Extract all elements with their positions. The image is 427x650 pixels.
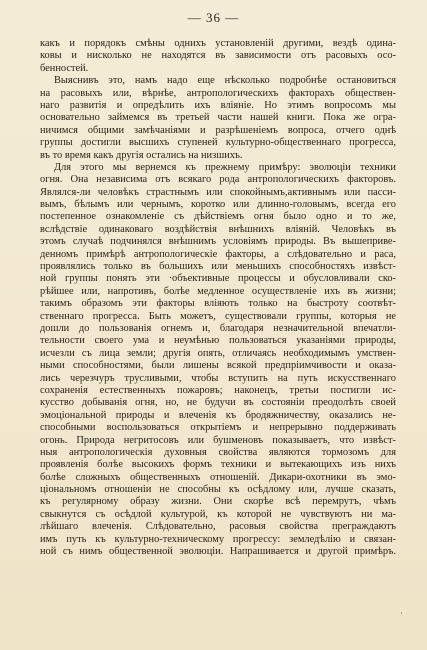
text-line: ственнаго прогресса. Быть можетъ, существовали группы, которыя не — [40, 310, 396, 322]
text-line: ныя антропологическія духовныя свойства являются тормозомъ для — [40, 446, 396, 458]
text-line: Для этого мы вернемся къ прежнему примѣру: эволюціи техники — [54, 161, 396, 173]
text-line: лѣйшаго влеченія. Слѣдовательно, расовыя свойства преграждаютъ — [40, 521, 396, 533]
text-line: бенностей. — [40, 62, 89, 74]
text-line: рѣйшее или, напротивъ, болѣе медленное осуществленіе ихъ въ жизни; — [40, 285, 396, 297]
text-line: сохраненія естественныхъ пожаровъ; наконецъ, третьи постигли ис- — [40, 384, 396, 396]
text-line: Являлся-ли человѣкъ страстнымъ или спокойнымъ,активнымъ или пасси- — [40, 186, 396, 198]
text-line: ной группы понять эти ·объективные процессы и обусловливали ско- — [40, 273, 396, 285]
text-line: кусство добыванія огня, но, не будучи въ состояніи преодолѣть своей — [40, 397, 396, 409]
text-line: тельности своего ума и неумѣнью пользоваться указаніями природы, — [40, 335, 396, 347]
text-line: въ то время какъ другія остались на низшихъ. — [40, 149, 243, 161]
text-line: основательно займемся въ третьей части нашей книги. Пока же огра- — [40, 112, 396, 124]
text-line: имъ путь къ культурно-техническому прогрессу: земледѣлію и связан- — [40, 533, 396, 545]
text-line: денномъ примѣрѣ антропологическіе факторы, а слѣдовательно и раса, — [40, 248, 396, 260]
text-line: проявленія болѣе высокихъ формъ техники и вытекающихъ изъ нихъ — [40, 459, 396, 471]
text-line: огонь. Природа негритосовъ или бушменовъ показываетъ, что извѣст- — [40, 434, 396, 446]
text-line: постепенное ознакомленіе съ дѣйствіемъ огня было одно и то же, — [40, 211, 396, 223]
text-line: огня. Она независима отъ всякаго рода антропологическихъ факторовъ. — [40, 174, 396, 186]
text-line: исчезли съ лица земли; другія опять, отличаясь необходимымъ умствен- — [40, 347, 396, 359]
text-line: способными воспользоваться открытіемъ и непрерывно поддерживать — [40, 422, 396, 434]
text-line: ціональномъ отношеніи не способны къ осѣдлому или, лучше сказать, — [40, 484, 396, 496]
margin-mark: · — [400, 608, 403, 618]
text-line: вслѣдствіе одинаковаго воздѣйствія внѣшнихъ вліяній. Человѣкъ въ — [40, 223, 396, 235]
text-line: къ регулярному образу жизни. Они скорѣе всѣ перемрутъ, чѣмъ — [40, 496, 396, 508]
text-line: ными способностями, были лишены всякой предпріимчивости и оказа- — [40, 360, 396, 372]
text-line: болѣе сложныхъ общественныхъ отношеній. Дикари-охотники въ эмо- — [40, 471, 396, 483]
text-line: наго развитія и опредѣлить ихъ вліяніе. Но этимъ вопросомъ мы — [40, 99, 396, 111]
text-line: группы достигли высшихъ ступеней культурно-общественнаго прогресса, — [40, 137, 396, 149]
text-line: ковы и нисколько не находятся въ зависимости отъ расовыхъ осо- — [40, 50, 396, 62]
text-line: ничимся общими замѣчаніями и разрѣшеніемъ вопроса, отчего однѣ — [40, 124, 396, 136]
text-line: свыкнутся съ осѣдлой культурой, къ которой не чувствуютъ ни ма- — [40, 508, 396, 520]
text-line: на расовыхъ или, вѣрнѣе, антропологическихъ факторахъ обществен- — [40, 87, 396, 99]
text-line: дошли до пользованія огнемъ и, благодаря незначительной впечатли- — [40, 322, 396, 334]
text-line: ной съ нимъ общественной эволюціи. Напрашивается и другой примѣръ. — [40, 546, 396, 558]
body-text — [40, 38, 396, 558]
text-line: вымъ, бѣлымъ или чернымъ, коротко или длинно-головымъ, всегда его — [40, 199, 396, 211]
text-line: такимъ образомъ эти факторы вліяють только на быстроту соотвѣт- — [40, 298, 396, 310]
text-line: Выяснивъ это, намъ надо еще нѣсколько подробнѣе остановиться — [54, 75, 396, 87]
text-line: эмоціональной природы и влеченія къ бродяжничеству, оказались не- — [40, 409, 396, 421]
text-line: проявлялись только въ большихъ или меньшихъ способностяхъ извѣст- — [40, 261, 396, 273]
text-line: этомъ случаѣ подчинялся внѣшнимъ условіямъ природы. Въ вышеприве- — [40, 236, 396, 248]
text-line: какъ и порядокъ смѣны однихъ установленій другими, вездѣ одина- — [40, 38, 396, 49]
text-line: лись черезчуръ трусливыми, чтобы вступить на путь искусственнаго — [40, 372, 396, 384]
page-number: — 36 — — [187, 10, 240, 25]
